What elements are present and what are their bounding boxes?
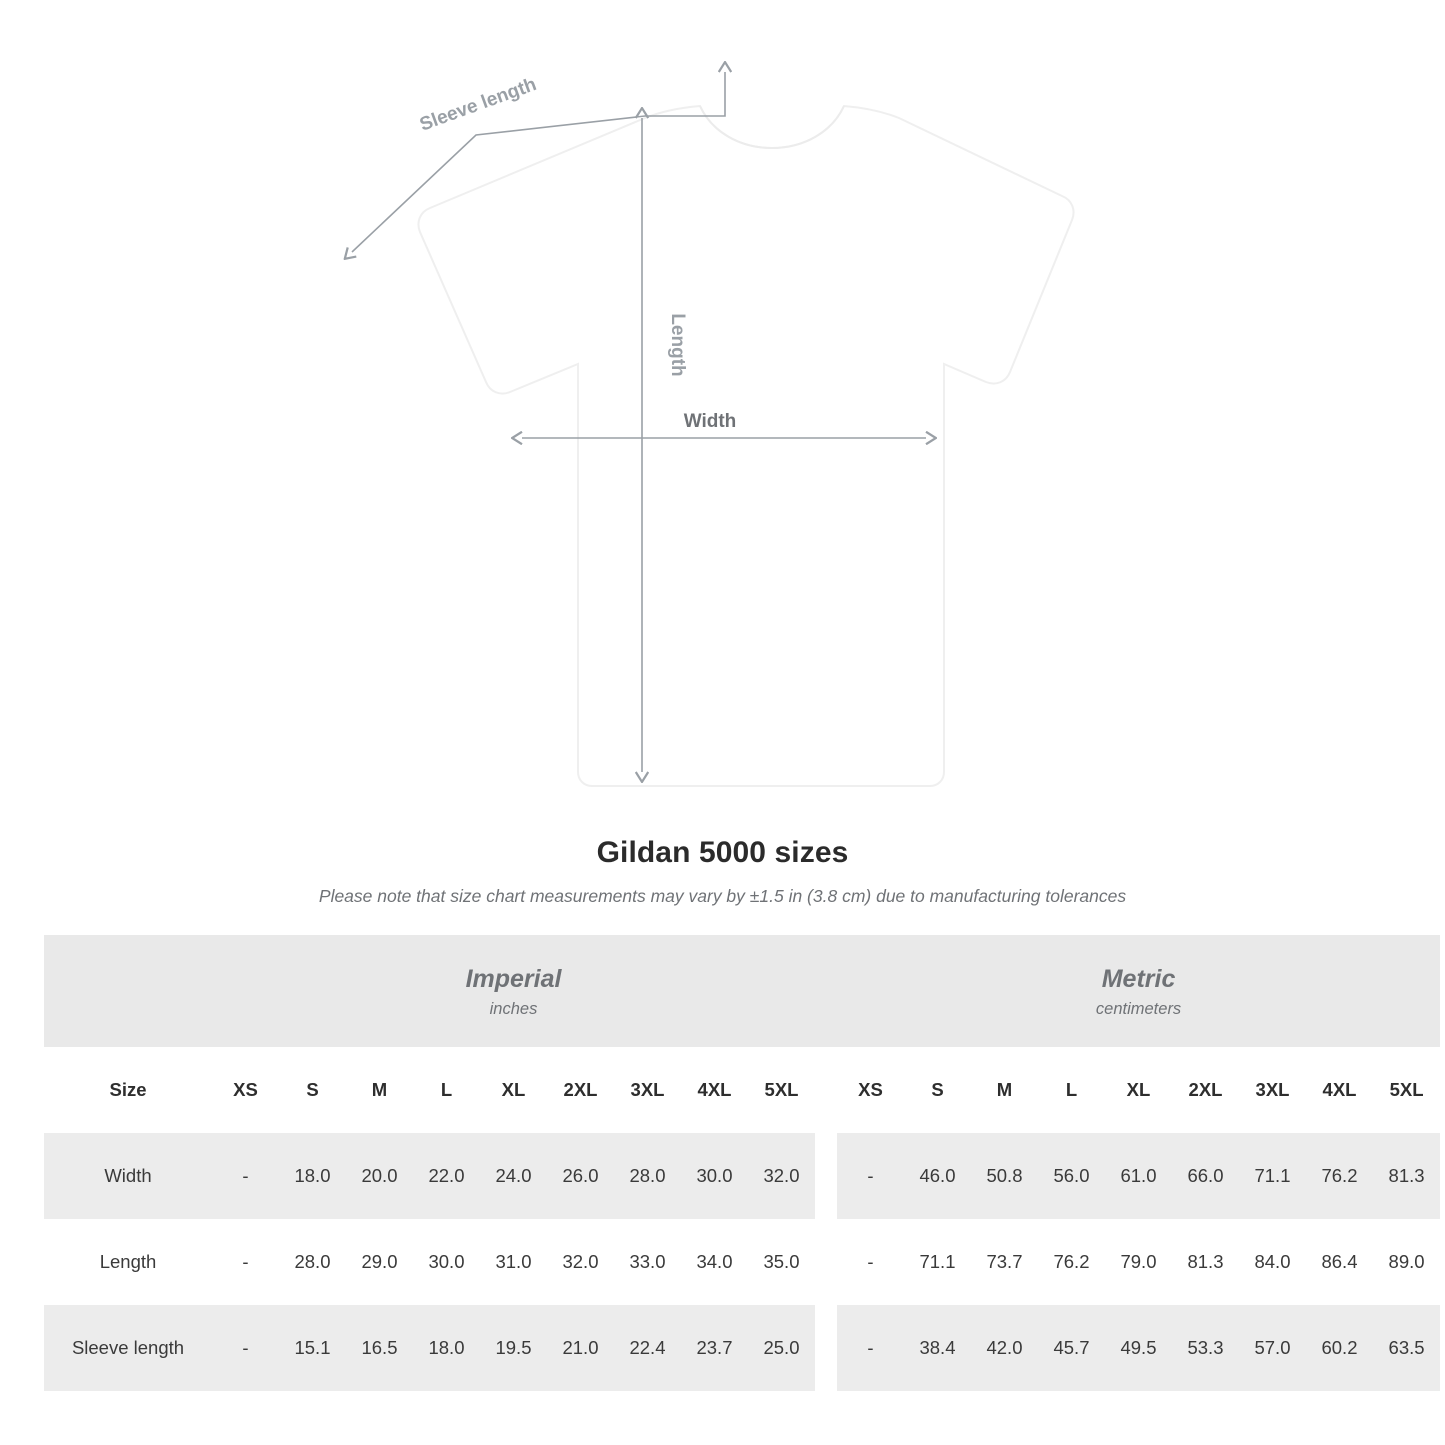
width-imperial-xl: 24.0 [480,1133,547,1219]
unit-header-row [44,935,1440,1047]
unit-sub-imperial: inches [489,999,538,1018]
size-metric-l: L [1038,1047,1105,1133]
sleeve-metric-5xl: 63.5 [1373,1305,1440,1391]
table-row [44,1133,1440,1219]
length-metric-2xl: 81.3 [1172,1219,1239,1305]
size-metric-xs: XS [837,1047,904,1133]
width-imperial-xs: - [212,1133,279,1219]
width-label: Width [683,411,737,432]
length-metric-4xl: 86.4 [1306,1219,1373,1305]
sleeve-imperial-5xl: 25.0 [748,1305,815,1391]
size-metric-m: M [971,1047,1038,1133]
width-metric-4xl: 76.2 [1306,1133,1373,1219]
length-metric-3xl: 84.0 [1239,1219,1306,1305]
width-imperial-l: 22.0 [413,1133,480,1219]
unit-name-metric: Metric [1101,964,1176,993]
table-row [44,1305,1440,1391]
size-metric-s: S [904,1047,971,1133]
sleeve-metric-xs: - [837,1305,904,1391]
size-imperial-l: L [413,1047,480,1133]
size-imperial-3xl: 3XL [614,1047,681,1133]
width-metric-xl: 61.0 [1105,1133,1172,1219]
sleeve-imperial-s: 15.1 [279,1305,346,1391]
size-imperial-xs: XS [212,1047,279,1133]
unit-name-imperial: Imperial [465,964,562,993]
unit-header-metric [837,935,1440,1047]
length-imperial-l: 30.0 [413,1219,480,1305]
size-metric-3xl: 3XL [1239,1047,1306,1133]
sleeve-metric-2xl: 53.3 [1172,1305,1239,1391]
size-imperial-xl: XL [480,1047,547,1133]
length-imperial-s: 28.0 [279,1219,346,1305]
width-metric-l: 56.0 [1038,1133,1105,1219]
length-imperial-5xl: 35.0 [748,1219,815,1305]
size-imperial-4xl: 4XL [681,1047,748,1133]
page-title: Gildan 5000 sizes [596,836,849,869]
size-metric-xl: XL [1105,1047,1172,1133]
length-imperial-4xl: 34.0 [681,1219,748,1305]
length-gap [815,1219,837,1305]
sleeve-imperial-xl: 19.5 [480,1305,547,1391]
sleeve-length-label: Sleeve length [416,74,540,136]
sleeve-imperial-4xl: 23.7 [681,1305,748,1391]
sleeve-imperial-3xl: 22.4 [614,1305,681,1391]
length-metric-l: 76.2 [1038,1219,1105,1305]
length-label: Length [667,313,688,377]
length-metric-xs: - [837,1219,904,1305]
unit-header-imperial [212,935,815,1047]
size-gap [815,1047,837,1133]
length-imperial-3xl: 33.0 [614,1219,681,1305]
size-metric-2xl: 2XL [1172,1047,1239,1133]
sleeve-metric-m: 42.0 [971,1305,1038,1391]
size-table-wrapper [44,935,1425,1391]
width-imperial-s: 18.0 [279,1133,346,1219]
sleeve-metric-4xl: 60.2 [1306,1305,1373,1391]
size-metric-4xl: 4XL [1306,1047,1373,1133]
tolerance-note: Please note that size chart measurements may vary by ±1.5 in (3.8 cm) due to manufacturing tolerances [318,886,1127,906]
length-metric-s: 71.1 [904,1219,971,1305]
length-imperial-m: 29.0 [346,1219,413,1305]
length-metric-m: 73.7 [971,1219,1038,1305]
width-metric-xs: - [837,1133,904,1219]
width-metric-m: 50.8 [971,1133,1038,1219]
size-table [44,935,1440,1391]
unit-sub-metric: centimeters [1095,999,1182,1018]
sleeve-metric-xl: 49.5 [1105,1305,1172,1391]
size-imperial-5xl: 5XL [748,1047,815,1133]
sleeve-metric-l: 45.7 [1038,1305,1105,1391]
width-imperial-2xl: 26.0 [547,1133,614,1219]
unit-header-spacer [44,935,212,1047]
sleeve-imperial-m: 16.5 [346,1305,413,1391]
row-label-length: Length [44,1219,212,1305]
heading-block [0,836,1445,907]
length-imperial-xl: 31.0 [480,1219,547,1305]
row-label-width: Width [44,1133,212,1219]
sleeve-metric-s: 38.4 [904,1305,971,1391]
width-imperial-4xl: 30.0 [681,1133,748,1219]
length-imperial-2xl: 32.0 [547,1219,614,1305]
length-imperial-xs: - [212,1219,279,1305]
length-metric-5xl: 89.0 [1373,1219,1440,1305]
size-imperial-m: M [346,1047,413,1133]
width-metric-3xl: 71.1 [1239,1133,1306,1219]
tshirt-shape [418,106,1073,786]
width-metric-5xl: 81.3 [1373,1133,1440,1219]
row-label-sleeve-length: Sleeve length [44,1305,212,1391]
width-metric-s: 46.0 [904,1133,971,1219]
width-imperial-m: 20.0 [346,1133,413,1219]
sleeve-imperial-2xl: 21.0 [547,1305,614,1391]
unit-header-gap [815,935,837,1047]
width-gap [815,1133,837,1219]
size-label: Size [44,1047,212,1133]
table-row [44,1219,1440,1305]
length-metric-xl: 79.0 [1105,1219,1172,1305]
size-imperial-s: S [279,1047,346,1133]
size-metric-5xl: 5XL [1373,1047,1440,1133]
sleeve-imperial-l: 18.0 [413,1305,480,1391]
sleeve-metric-3xl: 57.0 [1239,1305,1306,1391]
width-imperial-5xl: 32.0 [748,1133,815,1219]
width-metric-2xl: 66.0 [1172,1133,1239,1219]
size-header-row [44,1047,1440,1133]
sleeve-gap [815,1305,837,1391]
width-imperial-3xl: 28.0 [614,1133,681,1219]
size-imperial-2xl: 2XL [547,1047,614,1133]
sleeve-imperial-xs: - [212,1305,279,1391]
